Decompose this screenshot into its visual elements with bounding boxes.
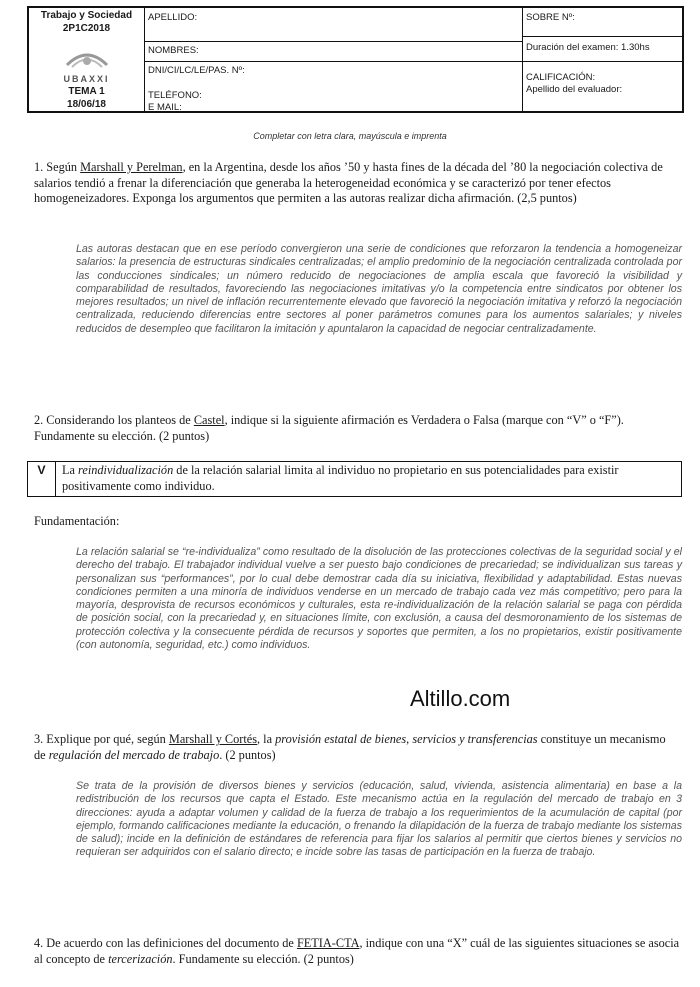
q2-author: Castel bbox=[193, 413, 225, 427]
tema-label: TEMA 1 bbox=[68, 86, 105, 97]
exam-date: 18/06/18 bbox=[67, 99, 106, 110]
course-code: 2P1C2018 bbox=[62, 23, 111, 34]
instructions: Completar con letra clara, mayúscula e imprenta bbox=[253, 131, 447, 141]
answer-2: La relación salarial se “re-individualiza” como resultado de la disolución de las protecciones colectivas de la seguridad social y el derecho del trabajo. El trabajador individual vuelve a ser puesto bajo condiciones de precariedad; se individualizan sus tareas y personalizan sus “performances”, por lo cual debe demostrar cada día su iniciativa, flexibilidad y adaptabilidad. Estas nuevas condiciones permiten a una minoría de individuos venderse en un mercado de trabajo cada vez más competitivo; pero para la mayoría, desprovista de recursos económicos y culturales, esta re-individualización de la relación salarial se paga con pérdida de posición social, con la precariedad y, en situaciones límite, con exclusión, a causa del desmoronamiento de los sistemas de protección colectiva y la consecuente pérdida de recursos y soportes que permiten, a los no propietarios, existir positivamente (con autonomía, seguridad, etc.) como individuos. bbox=[76, 546, 682, 652]
watermark: Altillo.com bbox=[410, 686, 511, 711]
exam-info-column bbox=[522, 8, 684, 111]
true-false-statement bbox=[27, 461, 682, 497]
fundamentacion-label: Fundamentación: bbox=[34, 514, 120, 528]
apellido-field[interactable]: APELLIDO: bbox=[148, 12, 198, 23]
statement-text: La reindividualización de la relación salarial limita al individuo no propietario en sus potencialidades para existir positivamente como individuo. bbox=[62, 463, 619, 493]
question-2: 2. Considerando los planteos de Castel, indique si la siguiente afirmación es Verdadera o Falsa (marque con “V” o “F”). Fundamente su elección. (2 puntos) bbox=[34, 413, 624, 443]
calificacion-label: CALIFICACIÓN: bbox=[526, 72, 596, 83]
course-name: Trabajo y Sociedad bbox=[40, 10, 133, 21]
q4-author: FETIA-CTA bbox=[296, 936, 360, 950]
email-field[interactable]: E MAIL: bbox=[148, 102, 182, 113]
answer-3: Se trata de la provisión de diversos bienes y servicios (educación, salud, vivienda, asistencia alimentaria) en base a la redistribución de los recursos que capta el Estado. Este mecanismo actúa en la regulación del mercado de trabajo en 3 direcciones: ayuda a adaptar volumen y calidad de la fuerza de trabajo a los requerimientos de la acumulación de capital (por ejemplo, formando calificaciones mediante la educación, o frenando la dilapidación de la fuerza de trabajo mediante los sistemas de salud); incide en la definición de estándares de referencia para fijar los salarios al permitir que ciertos bienes y servicios no requieran ser adquiridos con el salario directo; e incide sobre las tasas de participación en la fuerza de trabajo. bbox=[76, 780, 682, 859]
exam-header bbox=[27, 6, 684, 113]
q1-author: Marshall y Perelman bbox=[80, 160, 183, 174]
telefono-field[interactable]: TELÉFONO: bbox=[148, 90, 202, 101]
question-1: 1. Según Marshall y Perelman, en la Argentina, desde los años ’50 y hasta fines de la década del ’80 la negociación colectiva de salarios tendió a frenar la diferenciación que generaba la heterogeneidad económica y se caracterizó por tener efectos homogeneizadores. Exponga los argumentos que permiten a las autoras realizar dicha afirmación. (2,5 puntos) bbox=[34, 160, 663, 205]
student-data-column bbox=[144, 8, 523, 111]
ubaxxi-logo-icon bbox=[62, 43, 112, 73]
duration-label: Duración del examen: 1.30hs bbox=[526, 42, 650, 53]
question-3: 3. Explique por qué, según Marshall y Cortés, la provisión estatal de bienes, servicios y transferencias constituye un mecanismo de regulación del mercado de trabajo. (2 puntos) bbox=[34, 732, 666, 762]
sobre-field[interactable]: SOBRE Nº: bbox=[526, 12, 575, 23]
question-4: 4. De acuerdo con las definiciones del documento de FETIA-CTA, indique con una “X” cuál de las siguientes situaciones se asocia al concepto de tercerización. Fundamente su elección. (2 puntos) bbox=[34, 936, 680, 966]
true-false-mark[interactable]: V bbox=[28, 462, 56, 496]
evaluator-label: Apellido del evaluador: bbox=[526, 84, 623, 95]
q3-author: Marshall y Cortés bbox=[168, 732, 258, 746]
dni-field[interactable]: DNI/CI/LC/LE/PAS. Nº: bbox=[148, 65, 245, 76]
logo-text: UBAXXI bbox=[63, 74, 110, 84]
course-column bbox=[29, 8, 145, 111]
nombres-field[interactable]: NOMBRES: bbox=[148, 45, 199, 56]
answer-1: Las autoras destacan que en ese período convergieron una serie de condiciones que reforzaron la tendencia a homogeneizar salarios: la presencia de estructuras sindicales centralizadas; el amplio predominio de la negociación centralizada controlada por las conducciones sindicales; un número reducido de negociaciones de amplia escala que favoreció la visibilidad y comparabilidad de resultados, favoreciendo las negociaciones imitativas y/o la competencia entre sindicatos por obtener los mejores resultados; un nivel de inflación recurrentemente elevado que favoreció la negociación imitativa y reforzó la negociación centralizada, reduciendo diferencias entre sectores al poner parámetros comunes para los aumentos salariales; y niveles reducidos de desempleo que facilitaron la imitación y apuntalaron la capacidad de negociar centralizadamente. bbox=[76, 243, 682, 335]
